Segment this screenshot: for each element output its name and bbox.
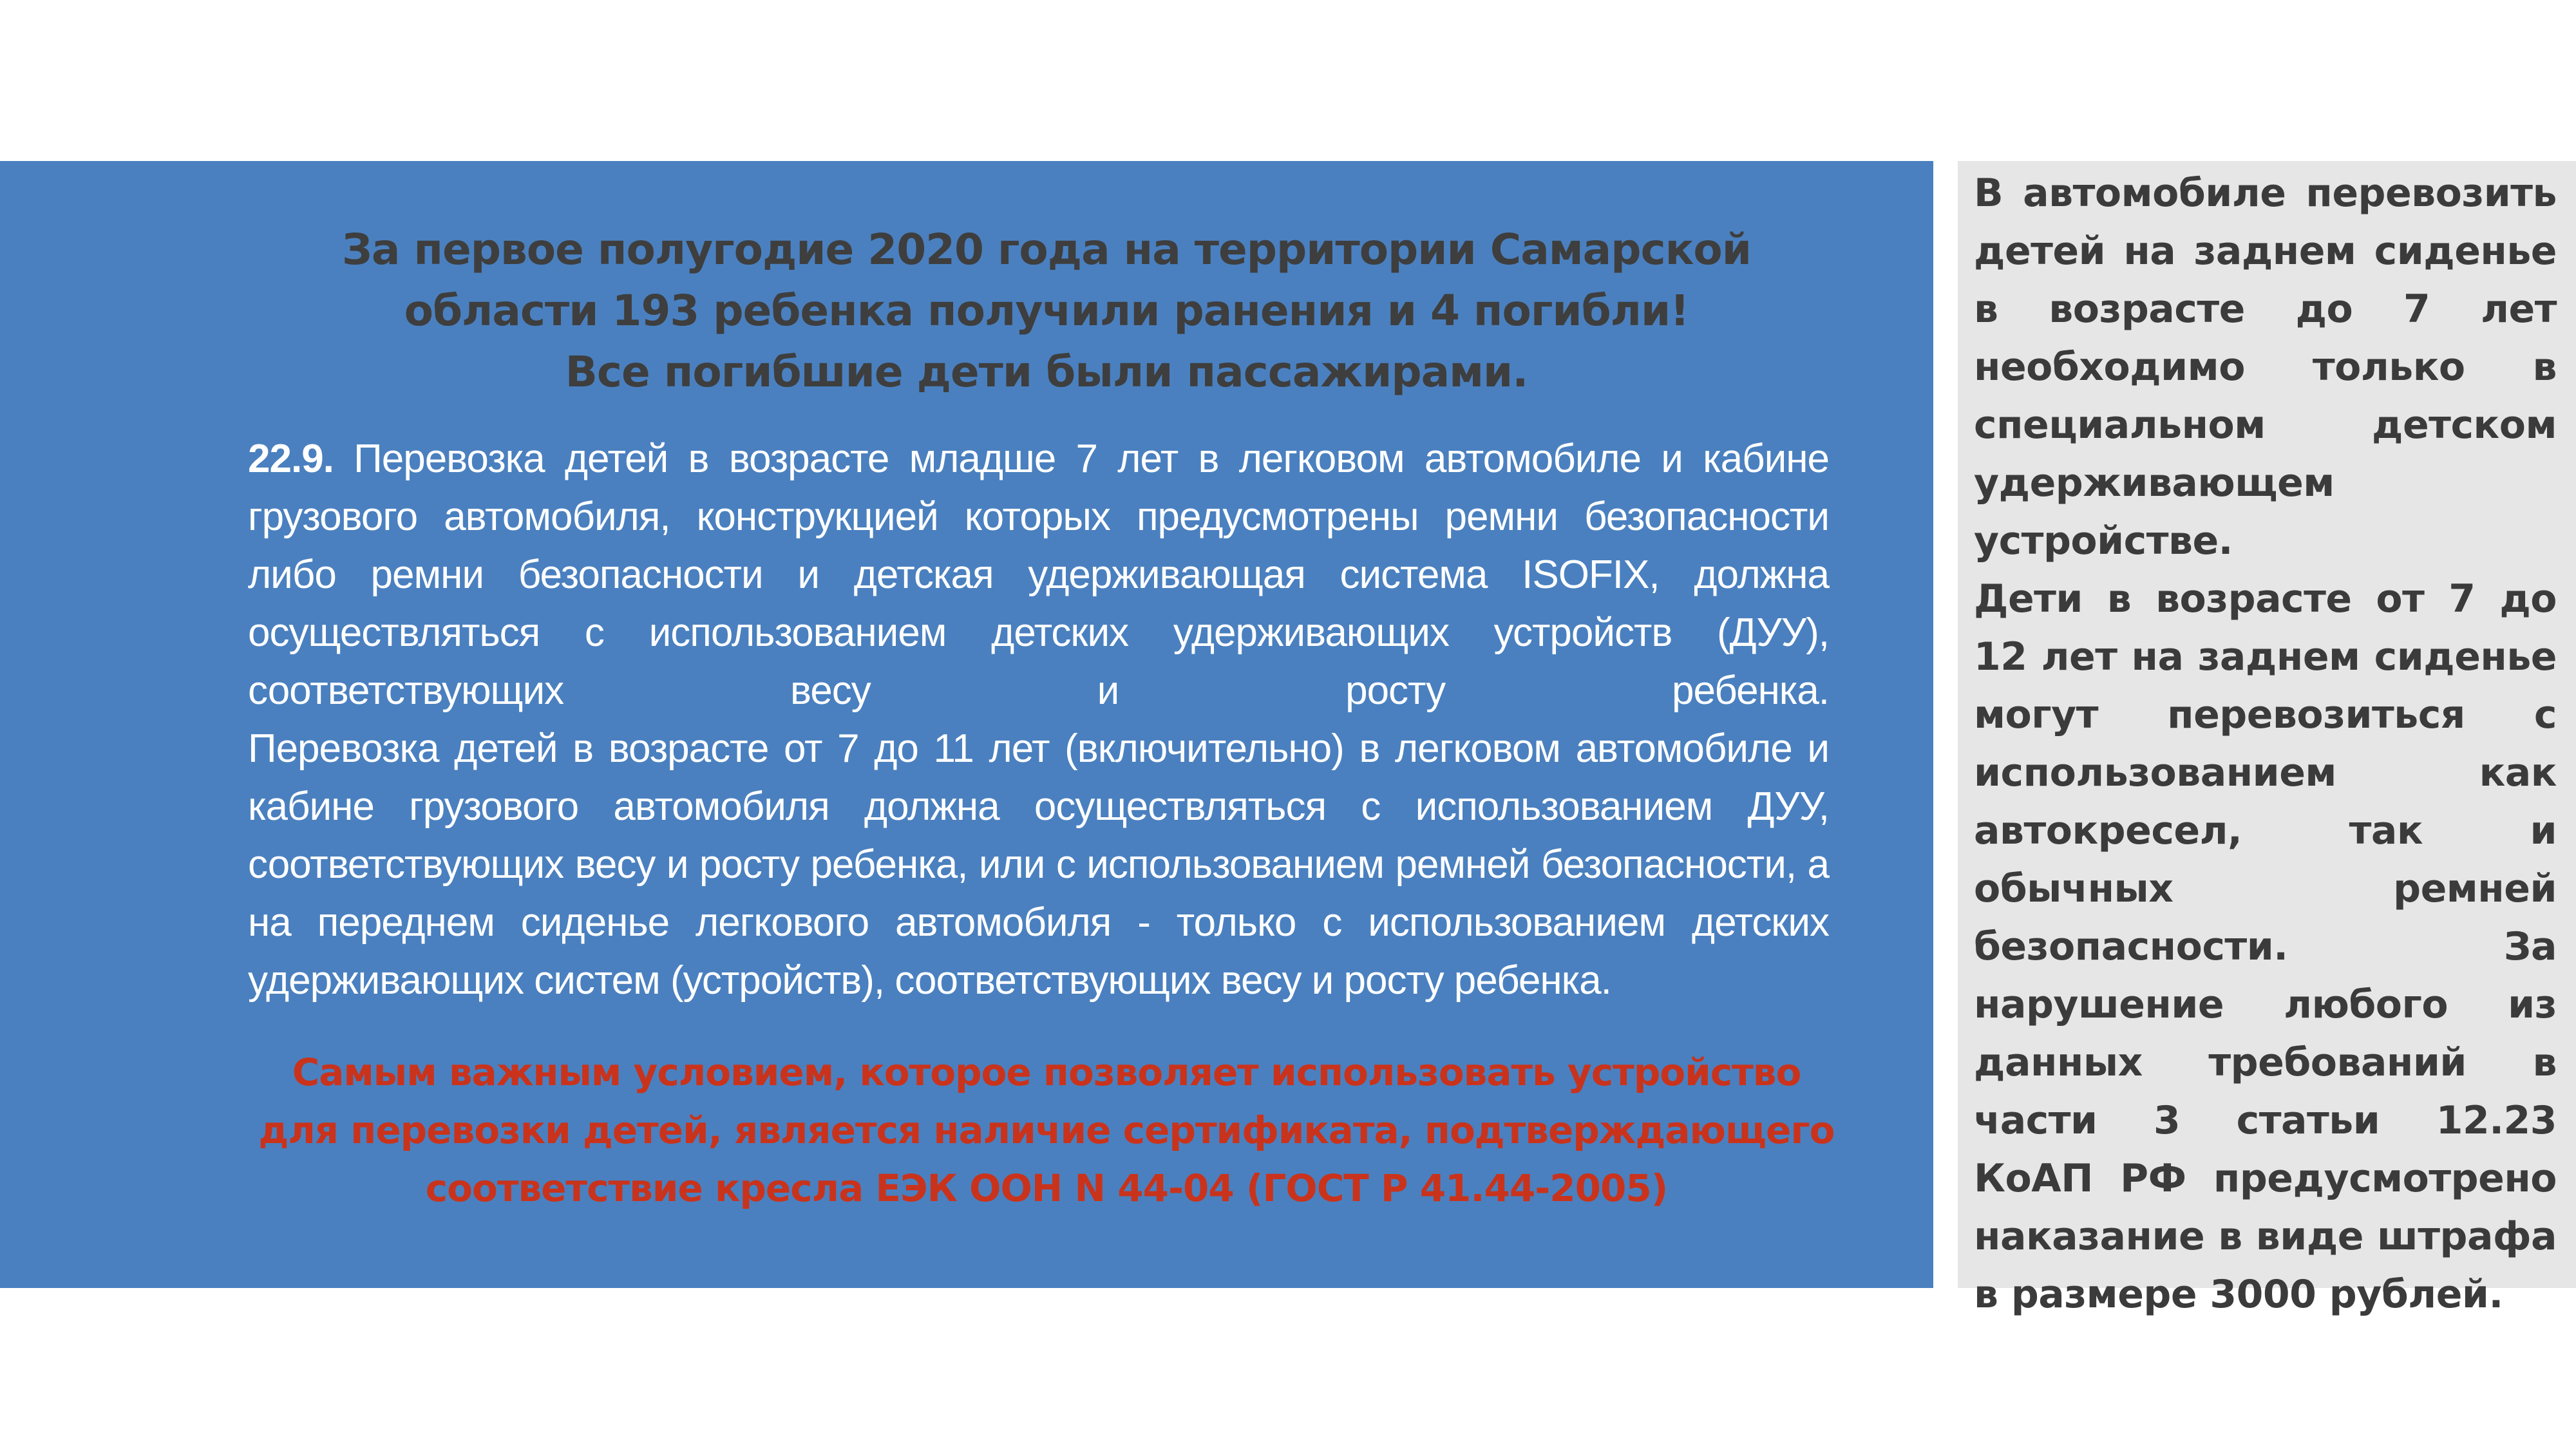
headline-line-1: За первое полугодие 2020 года на территории Самарской xyxy=(342,225,1751,274)
rule-number: 22.9. xyxy=(248,437,334,481)
traffic-rule-text xyxy=(248,430,1829,1010)
side-paragraph-2: Дети в возрасте от 7 до 12 лет на заднем сиденье могут перевозиться с использованием как автокресел, так и обычных ремней безопасности. За нарушение любого из данных требований в части 3 статьи 12.23 КоАП РФ предусмотрено наказание в виде штрафа в размере 3000 рублей. xyxy=(1974,576,2557,1317)
rule-paragraph-1-text: Перевозка детей в возрасте младше 7 лет в легковом автомобиле и кабине грузового автомобиля, конструкцией которых предусмотрены ремни безопасности либо ремни безопасности и детская удерживающая система ISOFIX, должна осуществляться с использованием детских удерживающих устройств (ДУУ), соответствующих весу и росту ребенка. xyxy=(248,437,1829,713)
side-paragraph-1: В автомобиле перевозить детей на заднем сиденье в возрасте до 7 лет необходимо только в специальном детском удерживающем устройстве. xyxy=(1974,171,2557,564)
rule-paragraph-2: Перевозка детей в возрасте от 7 до 11 лет (включительно) в легковом автомобиле и кабине грузового автомобиля должна осуществляться с использованием ДУУ, соответствующих весу и росту ребенка, или с использованием ремней безопасности, а на переднем сиденье легкового автомобиля - только с использованием детских удерживающих систем (устройств), соответствующих весу и росту ребенка. xyxy=(248,726,1829,1003)
important-line-1: Самым важным условием, которое позволяет использовать устройство xyxy=(292,1050,1801,1094)
headline-line-3: Все погибшие дети были пассажирами. xyxy=(565,347,1528,397)
important-line-2: для перевозки детей, является наличие сертификата, подтверждающего xyxy=(258,1108,1835,1152)
headline xyxy=(193,219,1900,402)
important-note xyxy=(193,1043,1900,1217)
headline-line-2: области 193 ребенка получили ранения и 4 погибли! xyxy=(404,286,1689,336)
side-info-text xyxy=(1974,164,2557,1323)
rule-paragraph-1 xyxy=(248,430,1829,720)
important-line-3: соответствие кресла ЕЭК ООН N 44-04 (ГОСТ Р 41.44-2005) xyxy=(425,1166,1668,1210)
